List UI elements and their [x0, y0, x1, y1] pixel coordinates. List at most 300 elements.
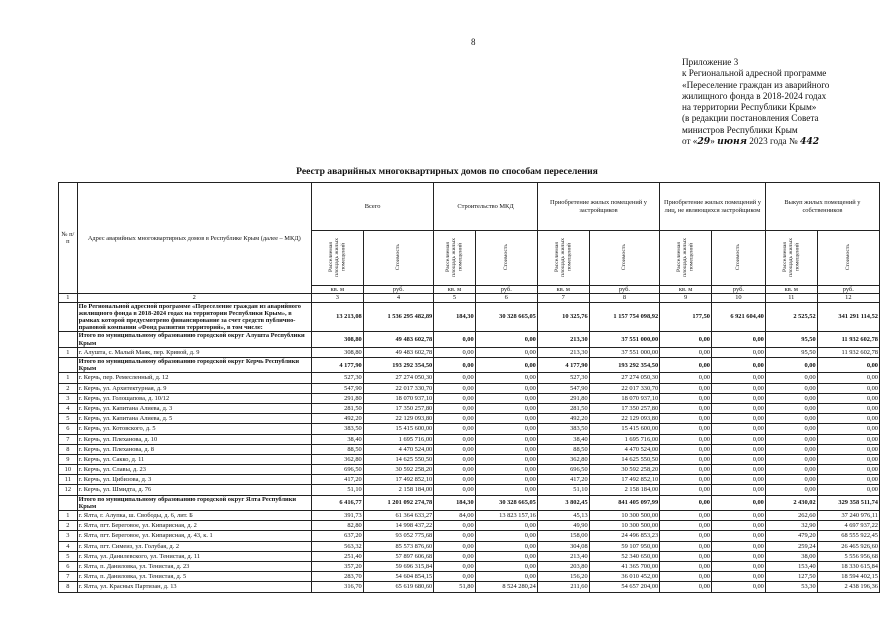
row-address: г. Керчь, ул. Цибизова, д. 3: [77, 475, 311, 485]
cell-cost: 0,00: [711, 373, 765, 383]
row-number: 12: [59, 485, 78, 495]
cell-cost: 37 551 000,00: [589, 347, 659, 357]
cell-area: 0,00: [765, 485, 817, 495]
appendix-line: жилищного фонда в 2018-2024 годах: [682, 90, 827, 101]
cell-area: 2 525,52: [765, 302, 817, 332]
cell-cost: 18 070 937,10: [589, 393, 659, 403]
cell-cost: 0,00: [711, 434, 765, 444]
appendix-line: к Региональной адресной программе: [682, 68, 827, 79]
col-number: 11: [765, 294, 817, 302]
cell-cost: 0,00: [817, 383, 879, 393]
header-area: Расселяемая площадь жилых помещений: [765, 231, 817, 286]
cell-cost: 22 017 330,70: [363, 383, 434, 393]
cell-area: 0,00: [765, 393, 817, 403]
cell-area: 0,00: [660, 373, 712, 383]
row-number: 11: [59, 475, 78, 485]
row-number: 9: [59, 454, 78, 464]
appendix-date-line: [682, 136, 882, 147]
row-address: Итого по муниципальному образованию городской округ Алушта Республики Крым: [77, 332, 311, 347]
cell-area: 0,00: [660, 465, 712, 475]
unit-cost: руб.: [817, 286, 879, 294]
cell-area: 88,50: [311, 444, 363, 454]
cell-cost: 68 555 922,45: [817, 531, 879, 541]
cell-area: 82,80: [311, 521, 363, 531]
cell-area: 0,00: [434, 454, 475, 464]
cell-cost: 0,00: [817, 393, 879, 403]
table-row: [59, 551, 880, 561]
row-number: 2: [59, 521, 78, 531]
row-address: г. Керчь, ул. Капитана Алиева, д. 5: [77, 414, 311, 424]
cell-area: 0,00: [434, 531, 475, 541]
cell-area: 0,00: [434, 485, 475, 495]
unit-area: кв. м: [537, 286, 589, 294]
cell-area: 0,00: [660, 551, 712, 561]
cell-area: 45,13: [537, 511, 589, 521]
cell-area: 95,50: [765, 332, 817, 347]
cell-cost: 0,00: [817, 403, 879, 413]
cell-cost: 4 697 937,22: [817, 521, 879, 531]
cell-cost: 0,00: [817, 434, 879, 444]
col-number: 2: [77, 294, 311, 302]
cell-cost: 49 483 602,78: [363, 332, 434, 347]
cell-cost: 0,00: [711, 403, 765, 413]
col-number: 8: [589, 294, 659, 302]
cell-cost: 0,00: [475, 383, 537, 393]
cell-area: 0,00: [434, 465, 475, 475]
cell-area: 362,80: [311, 454, 363, 464]
cell-cost: 0,00: [817, 424, 879, 434]
cell-area: 547,90: [537, 383, 589, 393]
row-address: г. Ялта, п. Даниловка, ул. Тенистая, д. 23: [77, 562, 311, 572]
header-cost: Стоимость: [363, 231, 434, 286]
header-cost: Стоимость: [475, 231, 537, 286]
cell-cost: 0,00: [475, 572, 537, 582]
cell-area: 0,00: [765, 454, 817, 464]
header-num: № п/п: [59, 183, 78, 294]
table-row: [59, 434, 880, 444]
cell-area: 0,00: [765, 444, 817, 454]
table-row: [59, 424, 880, 434]
cell-cost: 11 932 602,78: [817, 347, 879, 357]
col-number: 9: [660, 294, 712, 302]
cell-area: 251,40: [311, 551, 363, 561]
cell-area: 0,00: [765, 358, 817, 373]
cell-cost: 0,00: [475, 475, 537, 485]
appendix-line: «Переселение граждан из аварийного: [682, 79, 830, 90]
cell-cost: 2 158 184,00: [589, 485, 659, 495]
header-area: Расселяемая площадь жилых помещений: [311, 231, 363, 286]
cell-cost: 15 415 600,00: [363, 424, 434, 434]
cell-area: 417,20: [311, 475, 363, 485]
cell-area: 184,30: [434, 495, 475, 510]
appendix-block: [682, 57, 882, 147]
cell-area: 0,00: [660, 475, 712, 485]
cell-area: 0,00: [434, 403, 475, 413]
cell-area: 259,24: [765, 541, 817, 551]
cell-area: 291,80: [311, 393, 363, 403]
cell-cost: 0,00: [711, 444, 765, 454]
cell-area: 95,50: [765, 347, 817, 357]
cell-cost: 85 573 876,60: [363, 541, 434, 551]
row-address: Итого по муниципальному образованию городской округ Ялта Республики Крым: [77, 495, 311, 510]
cell-cost: 0,00: [711, 485, 765, 495]
cell-cost: 0,00: [817, 454, 879, 464]
cell-cost: 14 998 437,22: [363, 521, 434, 531]
cell-cost: 65 619 680,60: [363, 582, 434, 592]
row-address: г. Керчь, ул. Шмидта, д. 76: [77, 485, 311, 495]
cell-area: 0,00: [660, 393, 712, 403]
cell-cost: 0,00: [475, 562, 537, 572]
cell-cost: 0,00: [475, 485, 537, 495]
cell-cost: 36 010 452,00: [589, 572, 659, 582]
cell-cost: 0,00: [711, 424, 765, 434]
cell-cost: 41 365 700,00: [589, 562, 659, 572]
cell-area: 213,30: [537, 332, 589, 347]
table-row: [59, 572, 880, 582]
cell-area: 0,00: [434, 541, 475, 551]
col-number: 3: [311, 294, 363, 302]
row-address: г. Ялта, пгт. Береговое, ул. Кипарисная, д. 2: [77, 521, 311, 531]
row-address: г. Керчь, ул. Славы, д. 23: [77, 465, 311, 475]
row-number: 3: [59, 531, 78, 541]
cell-area: 0,00: [660, 495, 712, 510]
row-address: г. Ялта, пгт. Симеиз, ул. Голубая, д. 2: [77, 541, 311, 551]
header-cost: Стоимость: [589, 231, 659, 286]
cell-area: 0,00: [434, 521, 475, 531]
cell-cost: 54 604 854,15: [363, 572, 434, 582]
cell-area: 308,80: [311, 332, 363, 347]
cell-cost: 0,00: [475, 521, 537, 531]
appendix-line: Приложение 3: [682, 57, 739, 67]
cell-area: 281,50: [537, 403, 589, 413]
table-row: [59, 383, 880, 393]
cell-cost: 1 695 716,00: [363, 434, 434, 444]
cell-cost: 0,00: [475, 414, 537, 424]
cell-area: 0,00: [434, 332, 475, 347]
cell-area: 0,00: [660, 403, 712, 413]
cell-area: 38,00: [765, 551, 817, 561]
cell-area: 0,00: [660, 541, 712, 551]
cell-area: 177,50: [660, 302, 712, 332]
row-number: 4: [59, 403, 78, 413]
cell-area: 308,80: [311, 347, 363, 357]
cell-cost: 0,00: [475, 424, 537, 434]
cell-cost: 0,00: [475, 347, 537, 357]
row-address: г. Ялта, ул. Данилевского, ул. Тенистая, д. 11: [77, 551, 311, 561]
cell-cost: 193 292 354,50: [363, 358, 434, 373]
cell-area: 0,00: [660, 347, 712, 357]
cell-cost: 4 470 524,00: [363, 444, 434, 454]
cell-area: 153,40: [765, 562, 817, 572]
cell-area: 84,00: [434, 511, 475, 521]
cell-area: 0,00: [765, 403, 817, 413]
row-address: г. Ялта, ул. Красных Партизан, д. 13: [77, 582, 311, 592]
cell-area: 0,00: [660, 572, 712, 582]
col-number: 6: [475, 294, 537, 302]
row-number: [59, 332, 78, 347]
cell-area: 53,30: [765, 582, 817, 592]
cell-area: 547,90: [311, 383, 363, 393]
cell-cost: 2 438 196,36: [817, 582, 879, 592]
cell-area: 0,00: [765, 383, 817, 393]
header-group-total: Всего: [311, 183, 433, 231]
cell-cost: 341 291 114,52: [817, 302, 879, 332]
table-row: [59, 465, 880, 475]
cell-cost: 17 492 852,10: [363, 475, 434, 485]
cell-area: 492,20: [537, 414, 589, 424]
cell-area: 213,30: [537, 347, 589, 357]
cell-area: 0,00: [660, 562, 712, 572]
cell-cost: 0,00: [711, 465, 765, 475]
row-number: 1: [59, 511, 78, 521]
row-address: г. Ялта, пгт. Береговое, ул. Кипарисная, д. 43, к. 1: [77, 531, 311, 541]
col-number: 10: [711, 294, 765, 302]
unit-cost: руб.: [711, 286, 765, 294]
table-row: [59, 373, 880, 383]
header-address: Адрес аварийных многоквартирных домов в Республике Крым (далее – МКД): [77, 183, 311, 294]
cell-cost: 0,00: [475, 403, 537, 413]
cell-cost: 0,00: [711, 454, 765, 464]
row-number: 3: [59, 393, 78, 403]
col-number: 4: [363, 294, 434, 302]
cell-cost: 0,00: [475, 444, 537, 454]
cell-cost: 10 300 500,00: [589, 511, 659, 521]
cell-cost: 13 823 157,16: [475, 511, 537, 521]
cell-cost: 0,00: [475, 531, 537, 541]
cell-area: 0,00: [434, 551, 475, 561]
cell-cost: 0,00: [817, 465, 879, 475]
cell-area: 0,00: [660, 582, 712, 592]
cell-cost: 0,00: [817, 444, 879, 454]
cell-cost: 1 157 754 098,92: [589, 302, 659, 332]
cell-area: 563,32: [311, 541, 363, 551]
row-number: 7: [59, 572, 78, 582]
cell-cost: 0,00: [711, 572, 765, 582]
cell-area: 0,00: [765, 424, 817, 434]
table-row: [59, 582, 880, 592]
cell-area: 2 430,02: [765, 495, 817, 510]
registry-table: [58, 182, 880, 593]
cell-cost: 17 350 257,80: [363, 403, 434, 413]
cell-cost: 0,00: [711, 541, 765, 551]
date-prefix: от «: [682, 136, 698, 147]
registry-body: [59, 302, 880, 592]
cell-cost: 59 696 315,84: [363, 562, 434, 572]
cell-cost: 18 070 937,10: [363, 393, 434, 403]
cell-cost: 329 358 511,74: [817, 495, 879, 510]
resolution-number: 442: [799, 136, 820, 148]
table-row: [59, 541, 880, 551]
cell-cost: 27 274 050,30: [589, 373, 659, 383]
col-number: 5: [434, 294, 475, 302]
header-group-construction: Строительство МКД: [434, 183, 538, 231]
cell-area: 0,00: [765, 465, 817, 475]
table-row: [59, 511, 880, 521]
unit-cost: руб.: [363, 286, 434, 294]
cell-area: 10 325,76: [537, 302, 589, 332]
cell-area: 0,00: [660, 521, 712, 531]
row-address: г. Керчь, ул. Голощапова, д. 10/12: [77, 393, 311, 403]
header-cost: Стоимость: [711, 231, 765, 286]
cell-cost: 0,00: [711, 562, 765, 572]
cell-area: 127,50: [765, 572, 817, 582]
table-row: [59, 414, 880, 424]
cell-area: 0,00: [660, 511, 712, 521]
header-group-developers: Приобретение жилых помещений у застройщиков: [537, 183, 659, 231]
cell-cost: 14 625 550,50: [589, 454, 659, 464]
row-number: 8: [59, 582, 78, 592]
cell-area: 262,60: [765, 511, 817, 521]
cell-area: 38,40: [311, 434, 363, 444]
cell-area: 0,00: [660, 444, 712, 454]
cell-cost: 0,00: [711, 531, 765, 541]
cell-cost: 14 625 550,50: [363, 454, 434, 464]
header-area: Расселяемая площадь жилых помещений: [660, 231, 712, 286]
cell-area: 156,20: [537, 572, 589, 582]
cell-cost: 1 536 295 482,89: [363, 302, 434, 332]
cell-cost: 5 556 956,68: [817, 551, 879, 561]
table-row: [59, 521, 880, 531]
unit-area: кв. м: [660, 286, 712, 294]
cell-cost: 0,00: [711, 475, 765, 485]
col-number: 7: [537, 294, 589, 302]
row-number: 10: [59, 465, 78, 475]
cell-cost: 0,00: [817, 485, 879, 495]
cell-cost: 59 107 950,00: [589, 541, 659, 551]
cell-area: 0,00: [434, 414, 475, 424]
cell-area: 6 416,77: [311, 495, 363, 510]
row-number: 6: [59, 424, 78, 434]
table-row: [59, 444, 880, 454]
cell-area: 0,00: [765, 414, 817, 424]
cell-cost: 18 594 402,15: [817, 572, 879, 582]
cell-area: 51,10: [311, 485, 363, 495]
row-address: г. Керчь, ул. Сакко, д. 11: [77, 454, 311, 464]
cell-cost: 24 496 853,23: [589, 531, 659, 541]
row-number: 5: [59, 414, 78, 424]
date-year: 2023 года №: [746, 136, 800, 147]
cell-cost: 30 328 665,05: [475, 302, 537, 332]
cell-cost: 18 330 615,84: [817, 562, 879, 572]
cell-cost: 11 932 602,78: [817, 332, 879, 347]
row-number: 4: [59, 541, 78, 551]
cell-area: 637,20: [311, 531, 363, 541]
unit-area: кв. м: [434, 286, 475, 294]
cell-cost: 0,00: [817, 475, 879, 485]
cell-area: 4 177,90: [537, 358, 589, 373]
cell-area: 51,80: [434, 582, 475, 592]
cell-cost: 22 129 093,80: [589, 414, 659, 424]
cell-cost: 0,00: [817, 373, 879, 383]
cell-area: 184,30: [434, 302, 475, 332]
cell-cost: 0,00: [711, 582, 765, 592]
cell-area: 0,00: [434, 562, 475, 572]
municipality-subtotal-row: [59, 358, 880, 373]
cell-cost: 0,00: [475, 541, 537, 551]
cell-cost: 93 052 775,68: [363, 531, 434, 541]
cell-cost: 0,00: [711, 414, 765, 424]
header-area: Расселяемая площадь жилых помещений: [537, 231, 589, 286]
cell-cost: 193 292 354,50: [589, 358, 659, 373]
municipality-subtotal-row: [59, 332, 880, 347]
cell-area: 0,00: [660, 358, 712, 373]
header-group-buyout: Выкуп жилых помещений у собственников: [765, 183, 879, 231]
cell-area: 51,10: [537, 485, 589, 495]
cell-cost: 0,00: [711, 383, 765, 393]
row-number: [59, 495, 78, 510]
cell-area: 203,80: [537, 562, 589, 572]
cell-cost: 0,00: [475, 393, 537, 403]
cell-cost: 54 657 204,00: [589, 582, 659, 592]
cell-cost: 0,00: [711, 393, 765, 403]
cell-cost: 10 300 500,00: [589, 521, 659, 531]
table-row: [59, 562, 880, 572]
cell-cost: 17 492 852,10: [589, 475, 659, 485]
cell-cost: 37 551 000,00: [589, 332, 659, 347]
table-row: [59, 531, 880, 541]
cell-cost: 0,00: [475, 465, 537, 475]
cell-area: 0,00: [434, 424, 475, 434]
row-number: 7: [59, 434, 78, 444]
cell-area: 0,00: [434, 444, 475, 454]
cell-cost: 0,00: [475, 551, 537, 561]
table-row: [59, 454, 880, 464]
cell-area: 281,50: [311, 403, 363, 413]
cell-area: 0,00: [765, 434, 817, 444]
cell-cost: 30 328 665,05: [475, 495, 537, 510]
cell-cost: 17 350 257,80: [589, 403, 659, 413]
cell-area: 0,00: [434, 475, 475, 485]
row-address: г. Керчь, ул. Плеханова, д. 8: [77, 444, 311, 454]
cell-area: 383,50: [537, 424, 589, 434]
row-address: г. Ялта, п. Даниловка, ул. Тенистая, д. 5: [77, 572, 311, 582]
cell-cost: 0,00: [475, 373, 537, 383]
cell-area: 0,00: [434, 393, 475, 403]
page-number: 8: [471, 37, 476, 47]
unit-area: кв. м: [311, 286, 363, 294]
appendix-line: на территории Республики Крым»: [682, 102, 817, 113]
cell-cost: 0,00: [711, 495, 765, 510]
cell-cost: 30 592 258,20: [589, 465, 659, 475]
cell-area: 158,00: [537, 531, 589, 541]
cell-area: 0,00: [434, 373, 475, 383]
cell-cost: 1 695 716,00: [589, 434, 659, 444]
cell-area: 211,60: [537, 582, 589, 592]
cell-area: 0,00: [660, 454, 712, 464]
cell-area: 527,30: [537, 373, 589, 383]
cell-area: 0,00: [434, 383, 475, 393]
cell-cost: 6 921 604,40: [711, 302, 765, 332]
cell-cost: 4 470 524,00: [589, 444, 659, 454]
document-title: Реестр аварийных многоквартирных домов по способам переселения: [296, 166, 598, 177]
cell-area: 383,50: [311, 424, 363, 434]
date-mid: »: [710, 136, 718, 147]
cell-area: 0,00: [660, 434, 712, 444]
appendix-line: министров Республики Крым: [682, 124, 798, 135]
cell-cost: 0,00: [711, 521, 765, 531]
cell-cost: 2 158 184,00: [363, 485, 434, 495]
municipality-subtotal-row: [59, 495, 880, 510]
cell-area: 696,50: [537, 465, 589, 475]
header-area: Расселяемая площадь жилых помещений: [434, 231, 475, 286]
cell-cost: 57 897 606,68: [363, 551, 434, 561]
cell-cost: 22 129 093,80: [363, 414, 434, 424]
cell-area: 88,50: [537, 444, 589, 454]
cell-cost: 26 465 926,60: [817, 541, 879, 551]
cell-area: 0,00: [765, 475, 817, 485]
cell-cost: 0,00: [817, 358, 879, 373]
col-number: 1: [59, 294, 78, 302]
